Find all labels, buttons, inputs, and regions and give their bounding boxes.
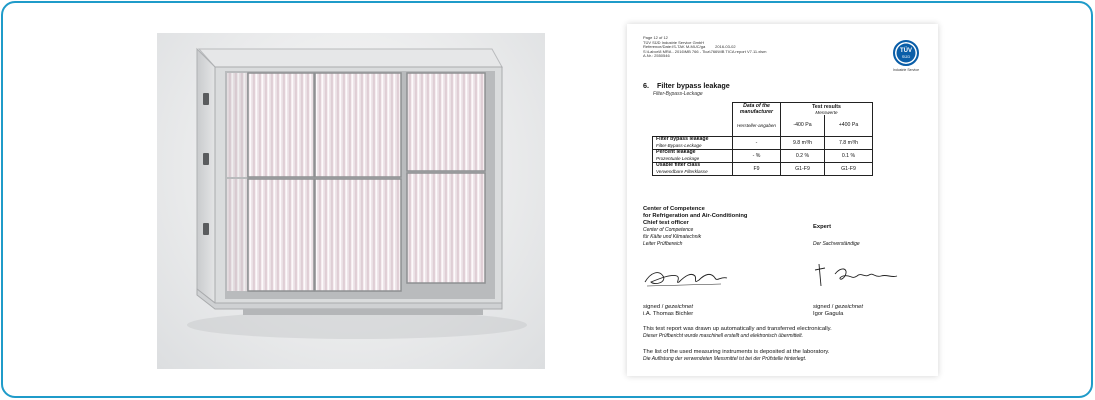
table-row: Usable filter class Verwendbare Filterklasse F9 G1-F9 G1-F9 bbox=[653, 162, 873, 175]
signature-bichler-icon bbox=[641, 262, 731, 290]
note-electronic: This test report was drawn up automatically and transferred electronically. Dieser Prüfbericht wurde maschinell erstellt und elektronisch übermittelt. bbox=[643, 326, 832, 339]
report-header bbox=[643, 36, 924, 59]
test-report-page bbox=[627, 24, 938, 376]
signer-right-name: Igor Gagula bbox=[813, 311, 844, 317]
head-results: Test results Messwerte bbox=[781, 103, 873, 116]
order-number: A.Nr.: 2550546 bbox=[643, 53, 670, 59]
section-heading bbox=[643, 81, 730, 97]
table-row: Filter bypass leakage Filter-Bypass-Leckage - 9.8 m³/h 7.8 m³/h bbox=[653, 136, 873, 149]
head-manufacturer-de: Hersteller-angaben bbox=[733, 115, 781, 136]
tuv-sud-logo bbox=[887, 40, 925, 72]
col-neg-400: -400 Pa bbox=[781, 115, 825, 136]
col-pos-400: +400 Pa bbox=[825, 115, 873, 136]
signer-left-name: i.A. Thomas Bichler bbox=[643, 311, 694, 317]
signed-left: signed / gezeichnet i.A. Thomas Bichler bbox=[643, 304, 694, 317]
table-row: Percent leakage Prozentuale Leckage - % 0.2 % 0.1 % bbox=[653, 149, 873, 162]
leakage-table bbox=[652, 102, 873, 176]
signed-right: signed / gezeichnet Igor Gagula bbox=[813, 304, 863, 317]
logo-subtitle: Industrie Service bbox=[892, 68, 920, 72]
section-number: 6. bbox=[643, 81, 649, 90]
tuv-logo-icon: TÜV SÜD bbox=[893, 40, 919, 66]
company-name: TÜV SÜD Industrie Service GmbH bbox=[643, 39, 705, 45]
head-manufacturer: Data of the manufacturer bbox=[733, 103, 781, 116]
air-handling-unit-icon bbox=[157, 33, 545, 369]
page-number: Page 12 of 12 bbox=[643, 35, 668, 40]
product-photo bbox=[157, 33, 545, 369]
section-title: Filter bypass leakage bbox=[657, 81, 730, 90]
file-path: S:\Labor\8 MRA - 2016\MB 766 - Tica\766\MB TICA report V7.11.xlsm bbox=[643, 48, 767, 54]
note-instruments: The list of the used measuring instruments is deposited at the laboratory. Die Auflistung der verwendeten Messmittel ist bei der Prüfstelle hinterlegt. bbox=[643, 349, 830, 362]
section-subtitle: Filter-Bypass-Leckage bbox=[653, 91, 703, 97]
expert-block: Expert Der Sachverständige bbox=[813, 224, 860, 247]
reference: Reference/Date:IS-TAK M-MUC/ga bbox=[643, 44, 706, 50]
competence-block: Center of Competence for Refrigeration and Air-Conditioning Chief test officer Center of Competence für Kälte und Klimatechnik Leiter Prüfbereich bbox=[643, 206, 748, 247]
signature-gagula-icon bbox=[811, 260, 901, 290]
reference-date: 2016-03-02 bbox=[715, 44, 736, 50]
